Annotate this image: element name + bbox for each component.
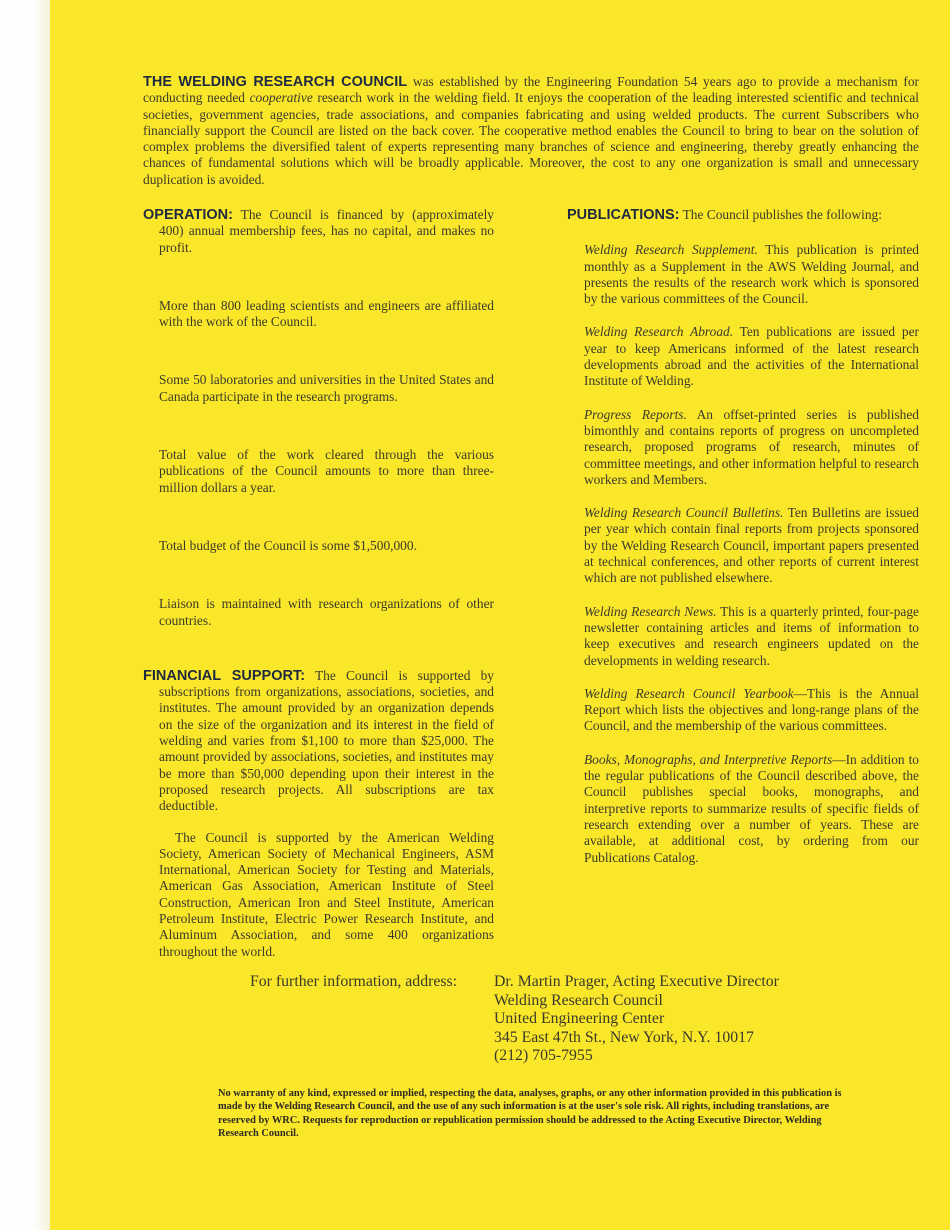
- intro-heading: THE WELDING RESEARCH COUNCIL: [143, 74, 408, 90]
- operation-item: Some 50 laboratories and universities in the United States and Canada participate in the research programs.: [159, 372, 494, 404]
- financial-support-heading: FINANCIAL SUPPORT:: [143, 667, 306, 684]
- publication-title: Welding Research Council Yearbook: [584, 685, 794, 701]
- publication-item: [567, 604, 919, 669]
- intro-paragraph: [143, 74, 919, 188]
- publication-title: Books, Monographs, and Interpretive Reports: [584, 751, 833, 767]
- operation-item: Total value of the work cleared through the various publications of the Council amounts to more than three-million dollars a year.: [159, 447, 494, 495]
- operation-item: More than 800 leading scientists and engineers are affiliated with the work of the Council.: [159, 297, 494, 330]
- intro-text-italic: cooperative: [249, 90, 313, 106]
- publication-item: [567, 686, 919, 735]
- operation-text: The Council is financed by (approximately 400) annual membership fees, has no capital, and makes no profit.: [159, 207, 494, 255]
- publication-text: This is a quarterly printed, four-page newsletter containing articles and items of information to keep executives and research engineers updated on the developments in welding research.: [584, 603, 919, 668]
- publication-text: —In addition to the regular publications of the Council described above, the Council publishes special books, monographs, and interpretive reports to summarize results of specific fields of research extending over a number of years. These are available, at additional cost, by ordering from our Publications Catalog.: [584, 751, 919, 865]
- publication-item: [567, 242, 919, 307]
- publication-title: Welding Research Council Bulletins.: [584, 505, 784, 521]
- contact-line: Welding Research Council: [494, 991, 663, 1009]
- publication-title: Welding Research Abroad.: [584, 324, 734, 340]
- left-column: [143, 207, 494, 960]
- publication-text: Ten Bulletins are issued per year which contain final reports from projects sponsored by the Welding Research Council, important papers presented at technical conferences, and other reports of current interest which are not published elsewhere.: [584, 505, 919, 586]
- financial-support-text: The Council is supported by subscriptions from organizations, associations, societies, and institutes. The amount provided by an organization depends on the size of the organization and its interest in the field of welding and varies from $1,100 to more than $25,000. The amount provided by associations, societies, and institutes may be more than $50,000 depending upon their interest in the proposed research projects. All subscriptions are tax deductible.: [159, 667, 494, 814]
- operation-item: Liaison is maintained with research organizations of other countries.: [159, 596, 494, 628]
- contact-line: United Engineering Center: [494, 1010, 665, 1027]
- disclaimer-text: No warranty of any kind, expressed or implied, respecting the data, analyses, graphs, or any other information provided in this publication is made by the Welding Research Council, and the use of any such information is at the user's sole risk. All rights, including translations, are reserved by WRC. Requests for reproduction or republication permission should be addressed to the Acting Executive Director, Welding Research Council.: [218, 1088, 842, 1139]
- publication-item: [567, 324, 919, 389]
- publications-section: [567, 207, 919, 223]
- contact-label: For further information, address:: [250, 973, 458, 990]
- publication-text: This publication is printed monthly as a Supplement in the AWS Welding Journal, and presents the results of the research work which is sponsored by the various committees of the Council.: [584, 242, 919, 307]
- operation-section: [143, 207, 494, 256]
- right-column: [567, 207, 919, 866]
- publication-title: Welding Research News.: [584, 603, 717, 619]
- publication-text: —This is the Annual Report which lists the objectives and long-range plans of the Council, and the membership of the various committees.: [584, 685, 920, 734]
- scan-margin: [0, 0, 50, 1230]
- contact-address: [494, 973, 894, 1066]
- intro-text-b: research work in the welding field. It enjoys the cooperation of the leading interested scientific and technical societies, government agencies, trade associations, and companies fabricating and using welded products. The current Subscribers who financially support the Council are listed on the back cover. The cooperative method enables the Council to bring to bear on the solution of complex problems the diversified talent of experts representing many branches of science and engineering, thereby greatly enhancing the chances of fundamental solutions which will be broadly applicable. Moreover, the cost to any one organization is small and unnecessary duplication is avoided.: [143, 90, 919, 187]
- publication-item: [567, 407, 919, 488]
- operation-heading: OPERATION:: [143, 207, 233, 223]
- contact-phone: (212) 705-7955: [494, 1047, 593, 1064]
- intro-text-a: was established by the Engineering Foundation 54 years ago to provide a mechanism for conducting needed: [143, 74, 919, 106]
- publication-item: [567, 505, 919, 586]
- financial-support-section: [143, 668, 494, 815]
- publication-title: Progress Reports.: [584, 406, 687, 422]
- publication-item: [567, 752, 919, 866]
- publication-text: An offset-printed series is published bimonthly and contains reports of progress on uncompleted research, proposed programs of research, minutes of committee meetings, and other information helpful to research workers and Members.: [584, 406, 920, 487]
- publications-heading: PUBLICATIONS:: [567, 207, 680, 223]
- contact-line: Dr. Martin Prager, Acting Executive Director: [494, 973, 779, 990]
- contact-line: 345 East 47th St., New York, N.Y. 10017: [494, 1028, 754, 1046]
- publication-text: Ten publications are issued per year to keep Americans informed of the latest research developments abroad and the activities of the International Institute of Welding.: [584, 324, 919, 389]
- operation-item: Total budget of the Council is some $1,500,000.: [159, 537, 417, 553]
- financial-support-paragraph: The Council is supported by the American Welding Society, American Society of Mechanical Engineers, ASM International, American Society for Testing and Materials, American Gas Association, American Institute of Steel Construction, American Iron and Steel Institute, American Petroleum Institute, Electric Power Research Institute, and Aluminum Association, and some 400 organizations throughout the world.: [159, 829, 494, 959]
- publication-title: Welding Research Supplement.: [584, 242, 758, 258]
- publications-text: The Council publishes the following:: [679, 207, 882, 222]
